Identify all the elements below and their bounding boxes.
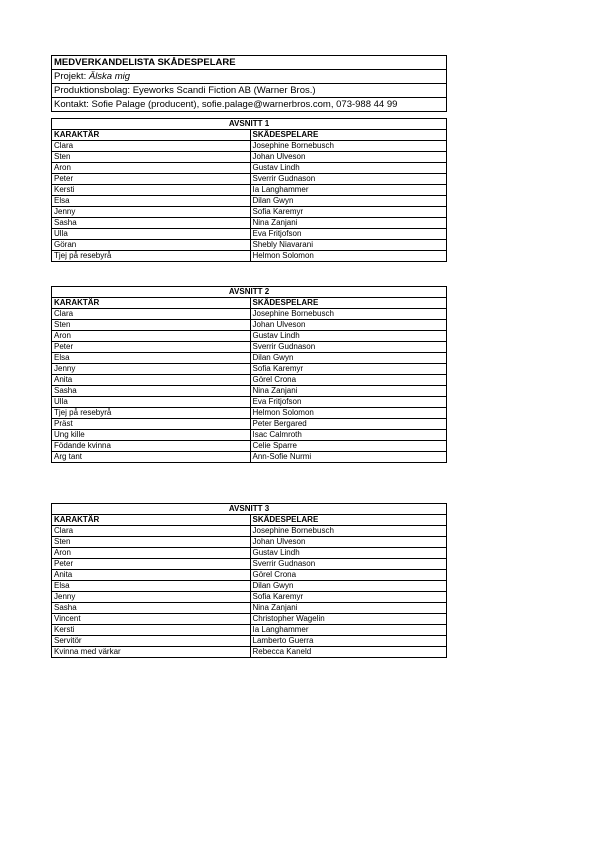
actor-cell: Josephine Bornebusch bbox=[250, 309, 447, 320]
character-cell: Arg tant bbox=[52, 452, 251, 463]
actor-cell: Nina Zanjani bbox=[250, 218, 447, 229]
actor-cell: Johan Ulveson bbox=[250, 320, 447, 331]
table-row bbox=[52, 647, 447, 658]
character-cell: Anita bbox=[52, 570, 251, 581]
actor-cell: Eva Fritjofson bbox=[250, 397, 447, 408]
table-row bbox=[52, 625, 447, 636]
column-header-actor: SKÅDESPELARE bbox=[250, 515, 447, 526]
table-row bbox=[52, 163, 447, 174]
episode-title: AVSNITT 2 bbox=[52, 287, 447, 298]
actor-cell: Sverrir Gudnason bbox=[250, 559, 447, 570]
actor-cell: Helmon Solomon bbox=[250, 408, 447, 419]
actor-cell: Lamberto Guerra bbox=[250, 636, 447, 647]
character-cell: Anita bbox=[52, 375, 251, 386]
column-header-character: KARAKTÄR bbox=[52, 515, 251, 526]
table-row bbox=[52, 309, 447, 320]
character-cell: Jenny bbox=[52, 207, 251, 218]
character-cell: Aron bbox=[52, 548, 251, 559]
column-header-character: KARAKTÄR bbox=[52, 298, 251, 309]
project-name: Älska mig bbox=[88, 71, 131, 82]
character-cell: Aron bbox=[52, 331, 251, 342]
character-cell: Kvinna med värkar bbox=[52, 647, 251, 658]
character-cell: Clara bbox=[52, 309, 251, 320]
actor-cell: Gustav Lindh bbox=[250, 548, 447, 559]
character-cell: Sten bbox=[52, 320, 251, 331]
table-row bbox=[52, 614, 447, 625]
episode-table-3 bbox=[51, 503, 447, 658]
actor-cell: Görel Crona bbox=[250, 375, 447, 386]
character-cell: Peter bbox=[52, 559, 251, 570]
actor-cell: Johan Ulveson bbox=[250, 152, 447, 163]
character-cell: Clara bbox=[52, 141, 251, 152]
column-header-row bbox=[52, 515, 447, 526]
table-row bbox=[52, 441, 447, 452]
document-title: MEDVERKANDELISTA SKÅDESPELARE bbox=[52, 56, 447, 70]
episode-table-2 bbox=[51, 286, 447, 463]
table-row bbox=[52, 240, 447, 251]
column-header-character: KARAKTÄR bbox=[52, 130, 251, 141]
actor-cell: Shebly Niavarani bbox=[250, 240, 447, 251]
table-row bbox=[52, 342, 447, 353]
table-row bbox=[52, 537, 447, 548]
character-cell: Tjej på resebyrå bbox=[52, 251, 251, 262]
actor-cell: Sofia Karemyr bbox=[250, 592, 447, 603]
actor-cell: Ann-Sofie Nurmi bbox=[250, 452, 447, 463]
column-header-actor: SKÅDESPELARE bbox=[250, 130, 447, 141]
table-row bbox=[52, 581, 447, 592]
column-header-actor: SKÅDESPELARE bbox=[250, 298, 447, 309]
actor-cell: Isac Calmroth bbox=[250, 430, 447, 441]
actor-cell: Celie Sparre bbox=[250, 441, 447, 452]
actor-cell: Nina Zanjani bbox=[250, 386, 447, 397]
character-cell: Präst bbox=[52, 419, 251, 430]
table-row bbox=[52, 548, 447, 559]
table-row bbox=[52, 152, 447, 163]
actor-cell: Peter Bergared bbox=[250, 419, 447, 430]
actor-cell: Gustav Lindh bbox=[250, 331, 447, 342]
character-cell: Jenny bbox=[52, 592, 251, 603]
table-row bbox=[52, 364, 447, 375]
actor-cell: Helmon Solomon bbox=[250, 251, 447, 262]
character-cell: Peter bbox=[52, 174, 251, 185]
character-cell: Ulla bbox=[52, 229, 251, 240]
character-cell: Elsa bbox=[52, 353, 251, 364]
character-cell: Elsa bbox=[52, 581, 251, 592]
character-cell: Ulla bbox=[52, 397, 251, 408]
actor-cell: Gustav Lindh bbox=[250, 163, 447, 174]
episode-title-row bbox=[52, 287, 447, 298]
table-row bbox=[52, 207, 447, 218]
actor-cell: Rebecca Kaneld bbox=[250, 647, 447, 658]
contact-line: Kontakt: Sofie Palage (producent), sofie.palage@warnerbros.com, 073-988 44 99 bbox=[52, 98, 447, 112]
character-cell: Servitör bbox=[52, 636, 251, 647]
actor-cell: Josephine Bornebusch bbox=[250, 526, 447, 537]
actor-cell: Sverrir Gudnason bbox=[250, 174, 447, 185]
episode-title-row bbox=[52, 504, 447, 515]
actor-cell: Dilan Gwyn bbox=[250, 353, 447, 364]
character-cell: Sasha bbox=[52, 603, 251, 614]
character-cell: Peter bbox=[52, 342, 251, 353]
actor-cell: Sofia Karemyr bbox=[250, 207, 447, 218]
character-cell: Aron bbox=[52, 163, 251, 174]
table-row bbox=[52, 397, 447, 408]
actor-cell: Ia Langhammer bbox=[250, 625, 447, 636]
table-row bbox=[52, 430, 447, 441]
header-table bbox=[51, 55, 447, 112]
table-row bbox=[52, 196, 447, 207]
actor-cell: Johan Ulveson bbox=[250, 537, 447, 548]
episode-title: AVSNITT 1 bbox=[52, 119, 447, 130]
character-cell: Kersti bbox=[52, 625, 251, 636]
table-row bbox=[52, 592, 447, 603]
column-header-row bbox=[52, 130, 447, 141]
character-cell: Sten bbox=[52, 537, 251, 548]
actor-cell: Dilan Gwyn bbox=[250, 196, 447, 207]
actor-cell: Nina Zanjani bbox=[250, 603, 447, 614]
table-row bbox=[52, 526, 447, 537]
actor-cell: Eva Fritjofson bbox=[250, 229, 447, 240]
table-row bbox=[52, 218, 447, 229]
table-row bbox=[52, 353, 447, 364]
character-cell: Födande kvinna bbox=[52, 441, 251, 452]
table-row bbox=[52, 141, 447, 152]
table-row bbox=[52, 229, 447, 240]
episode-title: AVSNITT 3 bbox=[52, 504, 447, 515]
character-cell: Göran bbox=[52, 240, 251, 251]
table-row bbox=[52, 251, 447, 262]
character-cell: Elsa bbox=[52, 196, 251, 207]
table-row bbox=[52, 570, 447, 581]
character-cell: Sasha bbox=[52, 386, 251, 397]
table-row bbox=[52, 386, 447, 397]
actor-cell: Christopher Wagelin bbox=[250, 614, 447, 625]
table-row bbox=[52, 452, 447, 463]
character-cell: Sten bbox=[52, 152, 251, 163]
table-row bbox=[52, 174, 447, 185]
project-line bbox=[52, 70, 447, 84]
episode-table-1 bbox=[51, 118, 447, 262]
actor-cell: Sverrir Gudnason bbox=[250, 342, 447, 353]
column-header-row bbox=[52, 298, 447, 309]
table-row bbox=[52, 185, 447, 196]
character-cell: Tjej på resebyrå bbox=[52, 408, 251, 419]
character-cell: Kersti bbox=[52, 185, 251, 196]
table-row bbox=[52, 603, 447, 614]
table-row bbox=[52, 419, 447, 430]
character-cell: Vincent bbox=[52, 614, 251, 625]
actor-cell: Sofia Karemyr bbox=[250, 364, 447, 375]
character-cell: Jenny bbox=[52, 364, 251, 375]
episode-title-row bbox=[52, 119, 447, 130]
table-row bbox=[52, 375, 447, 386]
table-row bbox=[52, 636, 447, 647]
character-cell: Sasha bbox=[52, 218, 251, 229]
table-row bbox=[52, 320, 447, 331]
table-row bbox=[52, 408, 447, 419]
actor-cell: Dilan Gwyn bbox=[250, 581, 447, 592]
project-label: Projekt: bbox=[54, 71, 87, 82]
actor-cell: Ia Langhammer bbox=[250, 185, 447, 196]
production-company: Produktionsbolag: Eyeworks Scandi Fiction AB (Warner Bros.) bbox=[52, 84, 447, 98]
table-row bbox=[52, 559, 447, 570]
character-cell: Ung kille bbox=[52, 430, 251, 441]
actor-cell: Josephine Bornebusch bbox=[250, 141, 447, 152]
actor-cell: Görel Crona bbox=[250, 570, 447, 581]
character-cell: Clara bbox=[52, 526, 251, 537]
table-row bbox=[52, 331, 447, 342]
